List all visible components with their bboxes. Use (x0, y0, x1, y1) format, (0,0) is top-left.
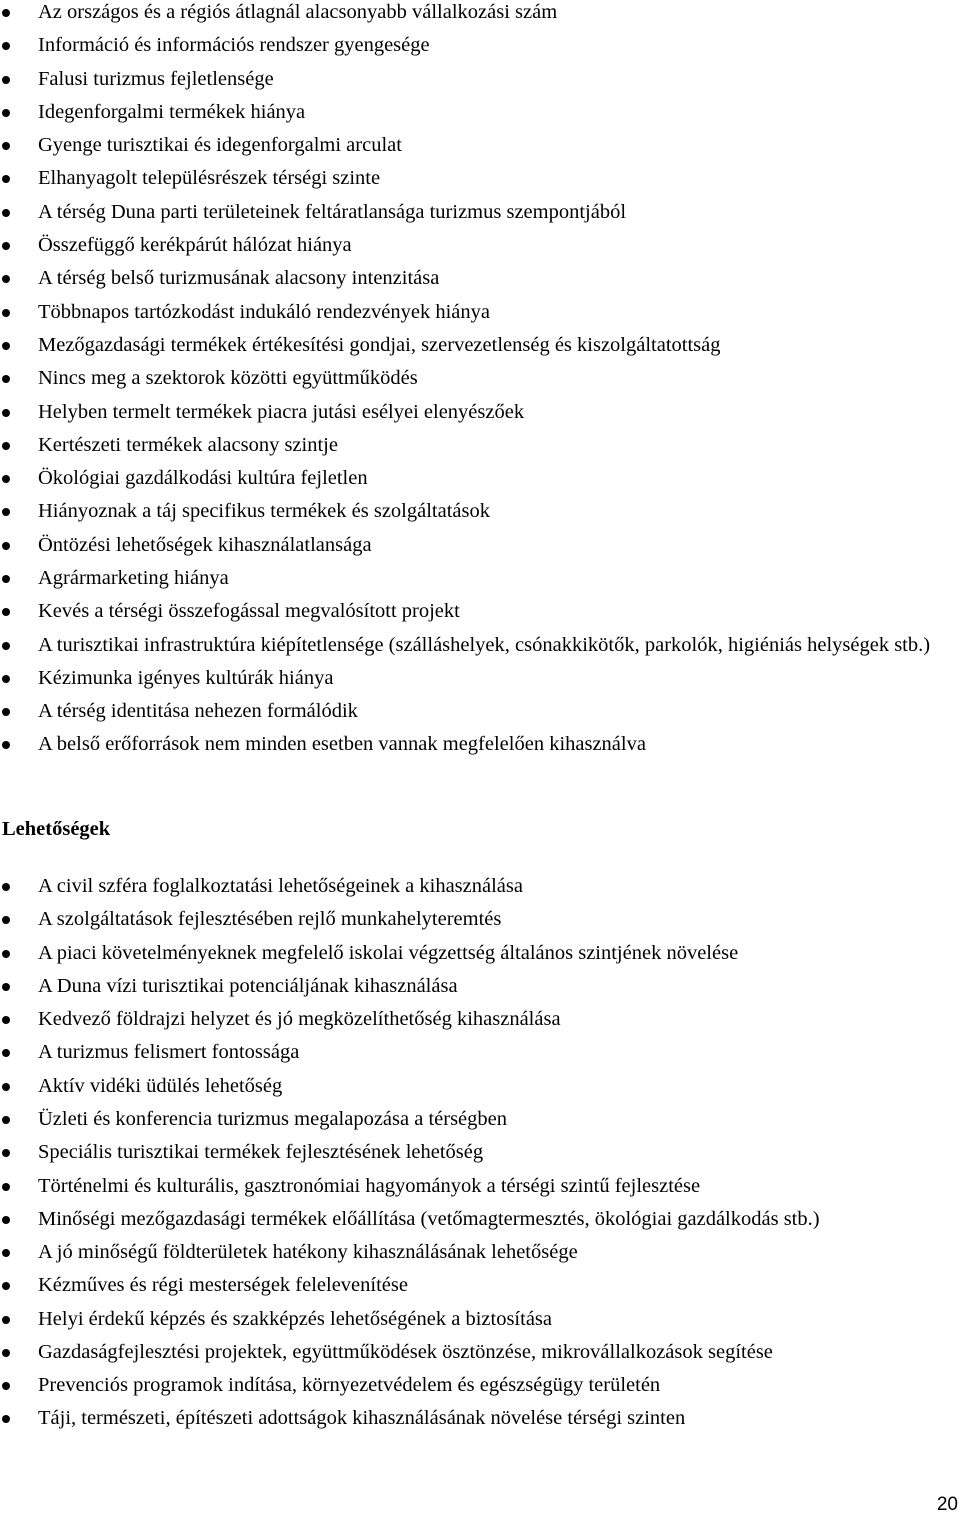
bullet-icon (2, 109, 10, 117)
bullet-icon (2, 42, 10, 50)
list-item (0, 1402, 960, 1435)
opportunities-list (0, 870, 960, 1436)
list-item-text: Összefüggő kerékpárút hálózat hiánya (38, 234, 352, 257)
list-item (0, 29, 960, 62)
list-item-text: Táji, természeti, építészeti adottságok kihasználásának növelése térségi szinten (38, 1407, 686, 1430)
list-item (0, 362, 960, 395)
list-item-text: Nincs meg a szektorok közötti együttműködés (38, 367, 418, 390)
list-item-text: Kertészeti termékek alacsony szintje (38, 433, 338, 456)
list-item-text: Aktív vidéki üdülés lehetőség (38, 1074, 283, 1097)
page-number: 20 (936, 1494, 958, 1515)
bullet-icon (2, 883, 10, 891)
bullet-icon (2, 675, 10, 683)
list-item-text: Gazdaságfejlesztési projektek, együttműködések ösztönzése, mikrovállalkozások segítése (38, 1340, 773, 1363)
bullet-icon (2, 1149, 10, 1157)
bullet-icon (2, 1083, 10, 1091)
bullet-icon (2, 1216, 10, 1224)
list-item (0, 937, 960, 970)
list-item (0, 329, 960, 362)
list-item (0, 970, 960, 1003)
list-item-text: Információ és információs rendszer gyengesége (38, 34, 430, 57)
list-item-text: Prevenciós programok indítása, környezetvédelem és egészségügy területén (38, 1374, 661, 1397)
list-item (0, 196, 960, 229)
list-item-text: Elhanyagolt településrészek térségi szinte (38, 167, 381, 190)
list-item-text: A belső erőforrások nem minden esetben vannak megfelelően kihasználva (38, 733, 646, 756)
bullet-icon (2, 409, 10, 417)
list-item (0, 1070, 960, 1103)
list-item (0, 1236, 960, 1269)
bullet-icon (2, 1249, 10, 1257)
section-heading: Lehetőségek (2, 818, 111, 840)
bullet-icon (2, 741, 10, 749)
bullet-icon (2, 1282, 10, 1290)
list-item-text: Történelmi és kulturális, gasztronómiai hagyományok a térségi szintű fejlesztése (38, 1174, 701, 1197)
list-item-text: Helyi érdekű képzés és szakképzés lehetőségének a biztosítása (38, 1307, 552, 1330)
bullet-icon (2, 983, 10, 991)
list-item (0, 262, 960, 295)
bullet-icon (2, 375, 10, 383)
list-item (0, 662, 960, 695)
list-item-text: Mezőgazdasági termékek értékesítési gondjai, szervezetlenség és kiszolgáltatottság (38, 333, 721, 356)
list-item (0, 1203, 960, 1236)
list-item-text: Gyenge turisztikai és idegenforgalmi arculat (38, 134, 402, 157)
bullet-icon (2, 142, 10, 150)
list-item (0, 429, 960, 462)
bullet-icon (2, 950, 10, 958)
bullet-icon (2, 442, 10, 450)
list-item-text: A piaci követelményeknek megfelelő iskolai végzettség általános szintjének növelése (38, 941, 739, 964)
list-item (0, 63, 960, 96)
list-item-text: Falusi turizmus fejletlensége (38, 67, 274, 90)
list-item (0, 870, 960, 903)
bullet-icon (2, 642, 10, 650)
list-item (0, 1369, 960, 1402)
list-item (0, 1170, 960, 1203)
list-item (0, 462, 960, 495)
list-item-text: A turizmus felismert fontossága (38, 1041, 300, 1064)
list-item (0, 1269, 960, 1302)
bullet-icon (2, 608, 10, 616)
bullet-icon (2, 76, 10, 84)
list-item (0, 903, 960, 936)
list-item-text: Minőségi mezőgazdasági termékek előállítása (vetőmagtermesztés, ökológiai gazdálkodás stb.) (38, 1207, 820, 1230)
bullet-icon (2, 1049, 10, 1057)
bullet-icon (2, 9, 10, 17)
list-item (0, 629, 960, 662)
bullet-icon (2, 342, 10, 350)
list-item-text: Kézműves és régi mesterségek felelevenítése (38, 1274, 408, 1297)
list-item (0, 728, 960, 761)
list-item-text: A jó minőségű földterületek hatékony kihasználásának lehetősége (38, 1240, 578, 1263)
list-item (0, 1036, 960, 1069)
list-item (0, 595, 960, 628)
list-item (0, 1336, 960, 1369)
list-item (0, 162, 960, 195)
list-item-text: Kedvező földrajzi helyzet és jó megközelíthetőség kihasználása (38, 1008, 561, 1031)
list-item-text: A civil szféra foglalkoztatási lehetőségeinek a kihasználása (38, 875, 523, 897)
list-item (0, 229, 960, 262)
list-item (0, 396, 960, 429)
bullet-icon (2, 175, 10, 183)
bullet-icon (2, 1316, 10, 1324)
bullet-icon (2, 916, 10, 924)
bullet-icon (2, 1415, 10, 1423)
list-item-text: Az országos és a régiós átlagnál alacsonyabb vállalkozási szám (38, 1, 558, 23)
list-item (0, 1003, 960, 1036)
bullet-icon (2, 508, 10, 516)
list-item-text: Kézimunka igényes kultúrák hiánya (38, 666, 334, 689)
list-item-text: Helyben termelt termékek piacra jutási esélyei elenyészőek (38, 400, 525, 423)
list-item (0, 96, 960, 129)
list-item (0, 0, 960, 29)
bullet-icon (2, 1183, 10, 1191)
list-item-text: A szolgáltatások fejlesztésében rejlő munkahelyteremtés (38, 908, 502, 931)
bullet-icon (2, 708, 10, 716)
list-item-text: Kevés a térségi összefogással megvalósított projekt (38, 600, 460, 623)
bullet-icon (2, 275, 10, 283)
list-item (0, 1303, 960, 1336)
list-item-text: A térség identitása nehezen formálódik (38, 699, 358, 722)
list-item-text: Agrármarketing hiánya (38, 567, 229, 590)
list-item-text: Többnapos tartózkodást indukáló rendezvények hiánya (38, 300, 490, 323)
list-item-text: A térség belső turizmusának alacsony intenzitása (38, 267, 440, 290)
bullet-icon (2, 1016, 10, 1024)
list-item-text: A Duna vízi turisztikai potenciáljának kihasználása (38, 974, 458, 997)
list-item (0, 495, 960, 528)
bullet-icon (2, 242, 10, 250)
bullet-icon (2, 1382, 10, 1390)
list-item (0, 695, 960, 728)
list-item-text: Öntözési lehetőségek kihasználatlansága (38, 533, 372, 556)
bullet-icon (2, 542, 10, 550)
bullet-icon (2, 209, 10, 217)
list-item (0, 1136, 960, 1169)
list-item (0, 296, 960, 329)
bullet-icon (2, 575, 10, 583)
list-item (0, 129, 960, 162)
list-item-text: A térség Duna parti területeinek feltáratlansága turizmus szempontjából (38, 200, 627, 223)
list-item (0, 529, 960, 562)
bullet-icon (2, 1116, 10, 1124)
bullet-icon (2, 1349, 10, 1357)
list-item-text: Hiányoznak a táj specifikus termékek és szolgáltatások (38, 500, 490, 523)
list-item-text: Üzleti és konferencia turizmus megalapozása a térségben (38, 1108, 508, 1131)
list-item-text: Idegenforgalmi termékek hiánya (38, 100, 306, 123)
list-item (0, 1103, 960, 1136)
bullet-icon (2, 309, 10, 317)
list-item (0, 562, 960, 595)
list-item-text: Speciális turisztikai termékek fejlesztésének lehetőség (38, 1141, 484, 1164)
list-item-text: Ökológiai gazdálkodási kultúra fejletlen (38, 467, 368, 490)
list-item-text: A turisztikai infrastruktúra kiépítetlensége (szálláshelyek, csónakkikötők, parkolók, higiéniás helységek stb.) (38, 633, 931, 656)
bullet-icon (2, 475, 10, 483)
